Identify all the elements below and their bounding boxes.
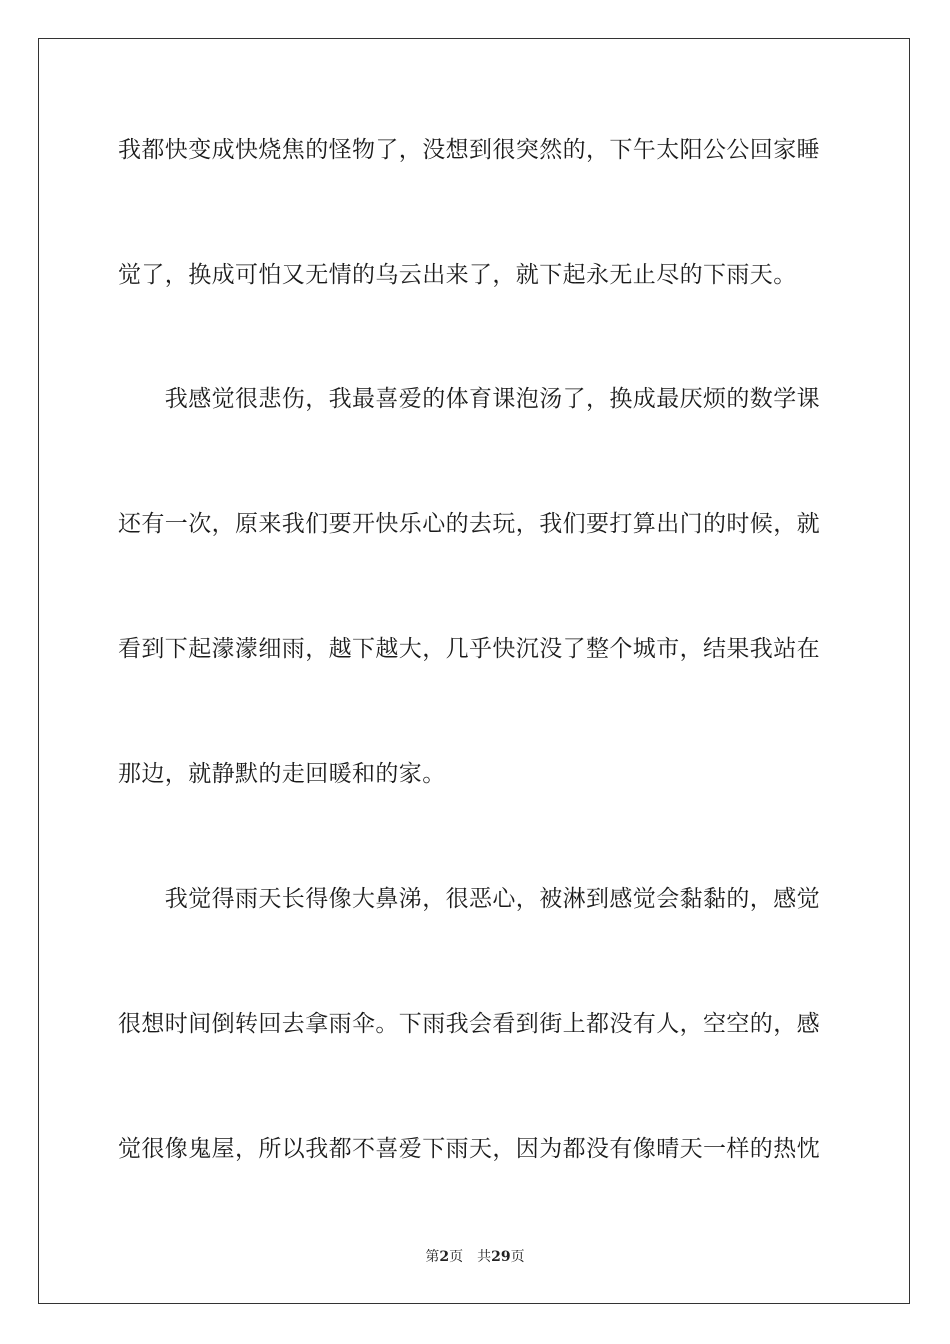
total-pages: 29	[491, 1249, 511, 1265]
text-line: 那边，就静默的走回暖和的家。	[118, 761, 446, 787]
text-line: 觉很像鬼屋，所以我都不喜爱下雨天，因为都没有像晴天一样的热忱	[118, 1136, 820, 1162]
text-line: 还有一次，原来我们要开快乐心的去玩，我们要打算出门的时候，就	[118, 511, 820, 537]
page-suffix: 页	[449, 1249, 464, 1265]
total-suffix: 页	[510, 1249, 525, 1265]
page-number: 2	[439, 1249, 450, 1265]
page-prefix: 第	[425, 1249, 440, 1265]
text-line: 我都快变成快烧焦的怪物了，没想到很突然的，下午太阳公公回家睡	[118, 137, 820, 163]
total-prefix: 共	[477, 1249, 492, 1265]
text-line: 我感觉很悲伤，我最喜爱的体育课泡汤了，换成最厌烦的数学课	[118, 386, 820, 412]
text-line: 看到下起濛濛细雨，越下越大，几乎快沉没了整个城市，结果我站在	[118, 636, 820, 662]
text-line: 觉了，换成可怕又无情的乌云出来了，就下起永无止尽的下雨天。	[118, 262, 797, 288]
text-line: 很想时间倒转回去拿雨伞。下雨我会看到街上都没有人，空空的，感	[118, 1011, 820, 1037]
page-border	[38, 38, 910, 1304]
text-line: 我觉得雨天长得像大鼻涕，很恶心，被淋到感觉会黏黏的，感觉	[118, 886, 820, 912]
page-footer	[0, 1248, 950, 1266]
